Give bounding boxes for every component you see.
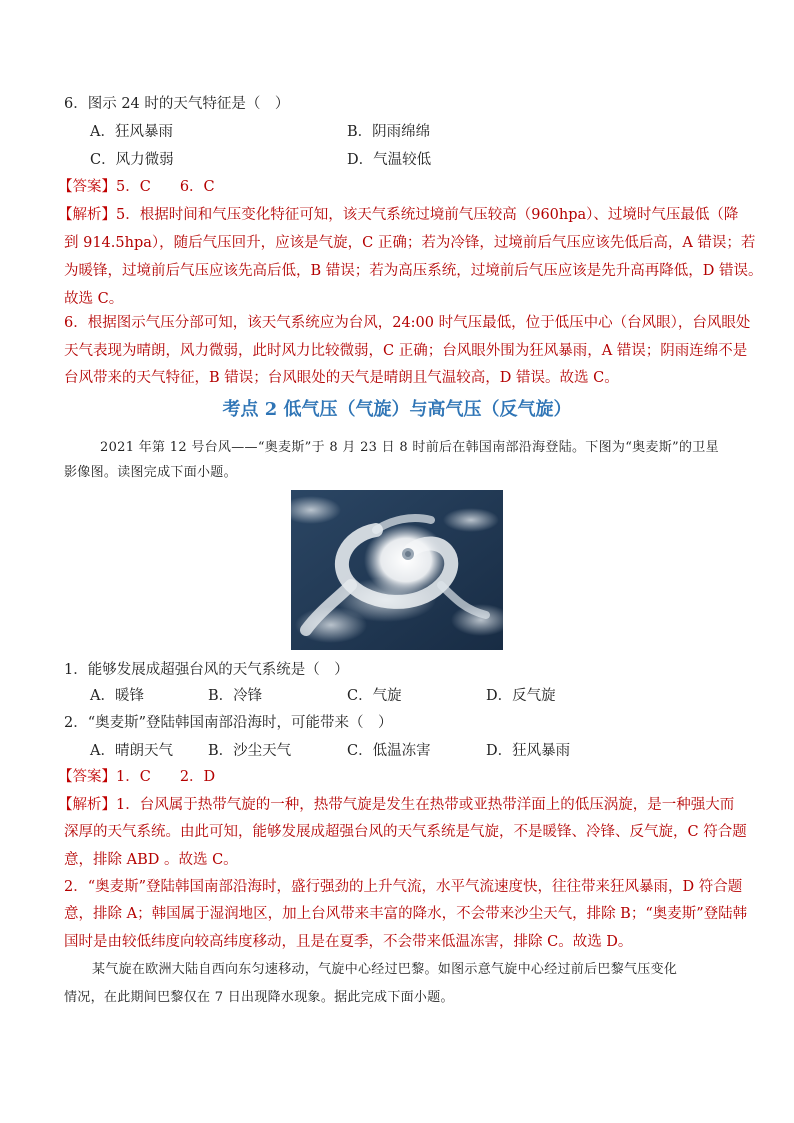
analysis-line: 为暖锋，过境前后气压应该先高后低，B 错误；若为高压系统，过境前后气压应该是先升高再降低，D 错误。 [64, 263, 763, 279]
q6-option-d: D．气温较低 [347, 152, 432, 168]
answer-block-2 [58, 767, 215, 787]
q2-option-c: C．低温冻害 [347, 743, 431, 759]
analysis-line: 2．“奥麦斯”登陆韩国南部沿海时，盛行强劲的上升气流，水平气流速度快，往往带来狂风暴雨，D 符合题 [64, 879, 743, 895]
answer-block-1 [58, 177, 215, 197]
answer-tag: 【答案】 [58, 769, 116, 785]
analysis-text: 1．台风属于热带气旋的一种，热带气旋是发生在热带或亚热带洋面上的低压涡旋，是一种强大而 [116, 797, 735, 813]
q6-stem: 6．图示 24 时的天气特征是（ ） [64, 96, 290, 112]
q2-option-d: D．狂风暴雨 [486, 743, 571, 759]
analysis-line: 天气表现为晴朗，风力微弱，此时风力比较微弱，C 正确；台风眼外围为狂风暴雨，A 错误；阴雨连绵不是 [64, 343, 748, 359]
closing-line: 某气旋在欧洲大陆自西向东匀速移动，气旋中心经过巴黎。如图示意气旋中心经过前后巴黎气压变化 [92, 962, 678, 977]
answer-tag: 【答案】 [58, 179, 116, 195]
analysis-line: 深厚的天气系统。由此可知，能够发展成超强台风的天气系统是气旋，不是暖锋、冷锋、反气旋，C 符合题 [64, 824, 747, 840]
q6-option-b: B．阴雨绵绵 [347, 124, 431, 140]
answer-text: 5．C 6．C [116, 179, 215, 195]
q1-option-b: B．冷锋 [208, 688, 263, 704]
analysis-line: 国时是由较低纬度向较高纬度移动，且是在夏季，不会带来低温冻害，排除 C。故选 D。 [64, 934, 633, 950]
analysis-line: 意，排除 ABD 。故选 C。 [64, 852, 238, 868]
analysis-line [58, 205, 738, 225]
closing-line: 情况，在此期间巴黎仅在 7 日出现降水现象。据此完成下面小题。 [64, 990, 454, 1005]
q2-stem: 2．“奥麦斯”登陆韩国南部沿海时，可能带来（ ） [64, 715, 393, 731]
analysis-tag: 【解析】 [58, 797, 116, 813]
answer-text: 1．C 2．D [116, 769, 216, 785]
q1-stem: 1．能够发展成超强台风的天气系统是（ ） [64, 662, 349, 678]
q1-option-d: D．反气旋 [486, 688, 556, 704]
analysis-line: 台风带来的天气特征，B 错误；台风眼处的天气是晴朗且气温较高，D 错误。故选 C。 [64, 370, 619, 386]
q1-option-c: C．气旋 [347, 688, 402, 704]
analysis-line: 6．根据图示气压分部可知，该天气系统应为台风，24:00 时气压最低，位于低压中心（台风眼），台风眼处 [64, 315, 751, 331]
q6-option-a: A．狂风暴雨 [90, 124, 173, 140]
intro-line: 影像图。读图完成下面小题。 [64, 465, 237, 480]
q6-option-c: C．风力微弱 [90, 152, 174, 168]
q1-option-a: A．暖锋 [90, 688, 144, 704]
analysis-line [58, 795, 734, 815]
analysis-line: 故选 C。 [64, 291, 124, 307]
analysis-line: 意，排除 A；韩国属于湿润地区，加上台风带来丰富的降水，不会带来沙尘天气，排除 B；“奥麦斯”登陆韩 [64, 906, 748, 922]
intro-line: 2021 年第 12 号台风——“奥麦斯”于 8 月 23 日 8 时前后在韩国南部沿海登陆。下图为“奥麦斯”的卫星 [100, 440, 719, 455]
section-title: 考点 2 低气压（气旋）与高气压（反气旋） [222, 399, 572, 420]
q2-option-b: B．沙尘天气 [208, 743, 292, 759]
analysis-line: 到 914.5hpa），随后气压回升，应该是气旋，C 正确；若为冷锋，过境前后气压应该先低后高，A 错误；若 [64, 235, 756, 251]
q2-option-a: A．晴朗天气 [90, 743, 173, 759]
typhoon-satellite-image [291, 490, 503, 650]
analysis-text: 5．根据时间和气压变化特征可知，该天气系统过境前气压较高（960hpa）、过境时气压最低（降 [116, 207, 739, 223]
analysis-tag: 【解析】 [58, 207, 116, 223]
